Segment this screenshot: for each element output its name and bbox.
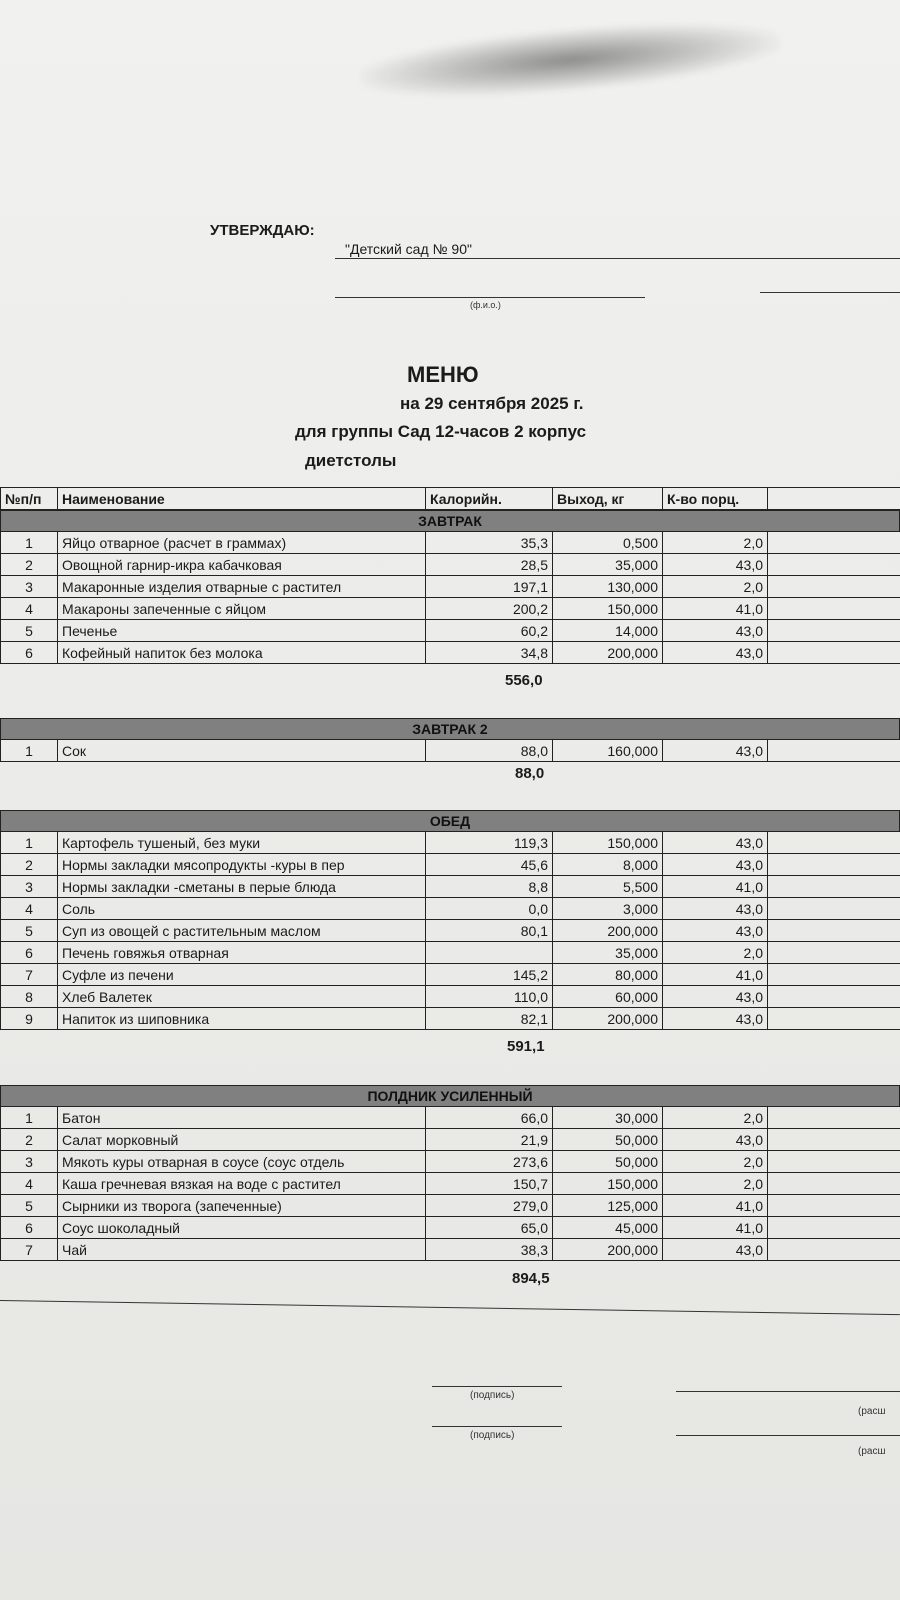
decode-caption-2: (расш [858,1446,886,1457]
table-cell: 200,000 [553,920,663,942]
section-afternoon-snack [0,1085,900,1261]
table-cell: 35,3 [426,532,553,554]
table-row [1,1151,900,1173]
table-cell: 43,0 [663,740,768,762]
table-cell: 2 [1,1129,58,1151]
table-cell: Сок [58,740,426,762]
table-row [1,898,900,920]
table-cell [768,554,900,576]
table-cell: 2,0 [663,1107,768,1129]
table-cell: 2 [1,554,58,576]
col-number: №п/п [1,488,58,510]
table-cell: 4 [1,1173,58,1195]
table-cell: 4 [1,598,58,620]
section-total: 88,0 [515,765,545,782]
table-cell: 30,000 [553,1107,663,1129]
table-cell: 60,000 [553,986,663,1008]
table-cell: 50,000 [553,1129,663,1151]
table-cell: 5 [1,1195,58,1217]
table-cell: 279,0 [426,1195,553,1217]
table-cell: 150,000 [553,1173,663,1195]
section-title: ПОЛДНИК УСИЛЕННЫЙ [1,1086,900,1107]
approve-label: УТВЕРЖДАЮ: [210,222,315,239]
table-cell: 273,6 [426,1151,553,1173]
table-cell: Мякоть куры отварная в соусе (соус отдель [58,1151,426,1173]
table-cell [768,1151,900,1173]
table-cell: Соль [58,898,426,920]
table-cell [768,532,900,554]
organization-name: "Детский сад № 90" [345,241,472,257]
table-cell: 145,2 [426,964,553,986]
table-cell: 43,0 [663,1239,768,1261]
col-output: Выход, кг [553,488,663,510]
table-row [1,740,900,762]
decode-line-1 [676,1391,900,1392]
table-row [1,642,900,664]
table-cell: 35,000 [553,554,663,576]
col-portions: К-во порц. [663,488,768,510]
fio-line [335,297,645,298]
table-cell: 2,0 [663,1151,768,1173]
table-cell [768,1129,900,1151]
table-cell: Сырники из творога (запеченные) [58,1195,426,1217]
table-cell: 2,0 [663,532,768,554]
decode-line-2 [676,1435,900,1436]
table-cell: 41,0 [663,876,768,898]
table-cell: 43,0 [663,832,768,854]
table-cell: 50,000 [553,1151,663,1173]
table-cell: Кофейный напиток без молока [58,642,426,664]
table-cell: Картофель тушеный, без муки [58,832,426,854]
table-cell [768,620,900,642]
table-cell: Овощной гарнир-икра кабачковая [58,554,426,576]
table-cell [768,920,900,942]
fio-caption: (ф.и.о.) [470,300,501,310]
table-row [1,620,900,642]
menu-group: для группы Сад 12-часов 2 корпус [295,422,587,441]
table-cell: Яйцо отварное (расчет в граммах) [58,532,426,554]
table-cell: 1 [1,532,58,554]
table-cell [768,1195,900,1217]
table-cell: 43,0 [663,1008,768,1030]
table-cell: 43,0 [663,920,768,942]
menu-date: на 29 сентября 2025 г. [400,394,584,413]
table-cell: Печень говяжья отварная [58,942,426,964]
table-cell [768,1107,900,1129]
table-cell: 82,1 [426,1008,553,1030]
table-cell: 5,500 [553,876,663,898]
table-cell: 7 [1,1239,58,1261]
table-cell: 200,2 [426,598,553,620]
table-cell: Каша гречневая вязкая на воде с растител [58,1173,426,1195]
table-cell: 0,500 [553,532,663,554]
table-cell: 1 [1,1107,58,1129]
table-row [1,1008,900,1030]
table-cell: Макароны запеченные с яйцом [58,598,426,620]
col-name: Наименование [58,488,426,510]
section-lunch [0,810,900,1030]
table-cell: 150,7 [426,1173,553,1195]
table-cell [426,942,553,964]
table-cell: 41,0 [663,1195,768,1217]
table-cell: 125,000 [553,1195,663,1217]
table-cell [768,642,900,664]
signature-line-1 [432,1386,562,1387]
table-cell: 7 [1,964,58,986]
table-cell: 21,9 [426,1129,553,1151]
table-cell [768,854,900,876]
table-cell: 5 [1,620,58,642]
table-row [1,1129,900,1151]
table-cell: 130,000 [553,576,663,598]
table-cell: 14,000 [553,620,663,642]
table-cell: 8 [1,986,58,1008]
table-cell [768,898,900,920]
table-cell: 43,0 [663,642,768,664]
table-cell: 150,000 [553,832,663,854]
table-cell: 2,0 [663,942,768,964]
table-cell: 35,000 [553,942,663,964]
table-cell [768,964,900,986]
table-cell: Чай [58,1239,426,1261]
table-cell: Нормы закладки мясопродукты -куры в пер [58,854,426,876]
table-row [1,854,900,876]
table-cell [768,1173,900,1195]
section-total: 894,5 [512,1270,550,1287]
table-cell [768,876,900,898]
menu-diet: диетстолы [305,451,397,470]
table-cell: 41,0 [663,1217,768,1239]
table-cell: 2,0 [663,576,768,598]
table-cell: 3 [1,876,58,898]
table-cell [768,576,900,598]
table-cell: 6 [1,642,58,664]
table-row [1,598,900,620]
table-row [1,1195,900,1217]
section-total: 591,1 [507,1038,545,1055]
table-cell: 43,0 [663,1129,768,1151]
table-cell: 34,8 [426,642,553,664]
table-row [1,1217,900,1239]
table-cell: Хлеб Валетек [58,986,426,1008]
table-cell [768,986,900,1008]
table-cell: 43,0 [663,898,768,920]
table-row [1,576,900,598]
table-cell: 45,6 [426,854,553,876]
table-row [1,876,900,898]
fio-line-right [760,292,900,293]
signature-caption-1: (подпись) [470,1390,515,1401]
table-cell: 2,0 [663,1173,768,1195]
table-cell: Напиток из шиповника [58,1008,426,1030]
table-cell: 88,0 [426,740,553,762]
table-cell: 41,0 [663,964,768,986]
table-cell: 8,000 [553,854,663,876]
table-cell: 200,000 [553,642,663,664]
table-row [1,1173,900,1195]
table-cell [768,740,900,762]
table-cell: 65,0 [426,1217,553,1239]
table-cell: 200,000 [553,1239,663,1261]
table-row [1,986,900,1008]
table-cell: 1 [1,832,58,854]
table-cell: 5 [1,920,58,942]
table-cell: Макаронные изделия отварные с растител [58,576,426,598]
table-cell: 6 [1,942,58,964]
table-cell: Суфле из печени [58,964,426,986]
table-cell: 2 [1,854,58,876]
table-cell: 197,1 [426,576,553,598]
table-cell: 80,000 [553,964,663,986]
menu-title: МЕНЮ [407,362,479,387]
table-row [1,920,900,942]
table-cell: 3 [1,1151,58,1173]
table-cell: 1 [1,740,58,762]
table-cell: 200,000 [553,1008,663,1030]
table-row [1,1239,900,1261]
section-title: ЗАВТРАК [1,511,900,532]
table-cell: 4 [1,898,58,920]
table-cell: Салат морковный [58,1129,426,1151]
signature-line-2 [432,1426,562,1427]
table-cell: 0,0 [426,898,553,920]
table-cell: 60,2 [426,620,553,642]
table-cell: 110,0 [426,986,553,1008]
table-cell: 119,3 [426,832,553,854]
table-cell: 45,000 [553,1217,663,1239]
table-cell: 43,0 [663,620,768,642]
table-cell: Печенье [58,620,426,642]
table-row [1,832,900,854]
table-cell: 28,5 [426,554,553,576]
table-cell: 9 [1,1008,58,1030]
table-cell [768,1008,900,1030]
table-cell: 43,0 [663,986,768,1008]
table-cell [768,942,900,964]
table-cell [768,1217,900,1239]
table-cell: 6 [1,1217,58,1239]
table-cell: Суп из овощей с растительным маслом [58,920,426,942]
table-cell: 41,0 [663,598,768,620]
decode-caption-1: (расш [858,1406,886,1417]
table-cell: Батон [58,1107,426,1129]
table-cell: 160,000 [553,740,663,762]
header-row [1,488,900,510]
section-title: ОБЕД [1,811,900,832]
table-cell [768,488,900,510]
menu-table-header [0,487,900,510]
organization-line [335,258,900,259]
table-cell: Соус шоколадный [58,1217,426,1239]
table-cell [768,598,900,620]
table-cell: 3,000 [553,898,663,920]
section-title: ЗАВТРАК 2 [1,719,900,740]
table-row [1,964,900,986]
table-cell [768,832,900,854]
table-cell: 43,0 [663,554,768,576]
table-cell: 43,0 [663,854,768,876]
table-cell: 38,3 [426,1239,553,1261]
signature-caption-2: (подпись) [470,1430,515,1441]
table-cell: 66,0 [426,1107,553,1129]
col-calories: Калорийн. [426,488,553,510]
table-row [1,1107,900,1129]
table-cell: 150,000 [553,598,663,620]
table-cell: Нормы закладки -сметаны в перые блюда [58,876,426,898]
table-row [1,554,900,576]
section-breakfast [0,510,900,664]
table-row [1,532,900,554]
table-cell [768,1239,900,1261]
table-cell: 8,8 [426,876,553,898]
table-cell: 3 [1,576,58,598]
table-cell: 80,1 [426,920,553,942]
section-total: 556,0 [505,672,543,689]
section-breakfast-2 [0,718,900,762]
table-row [1,942,900,964]
